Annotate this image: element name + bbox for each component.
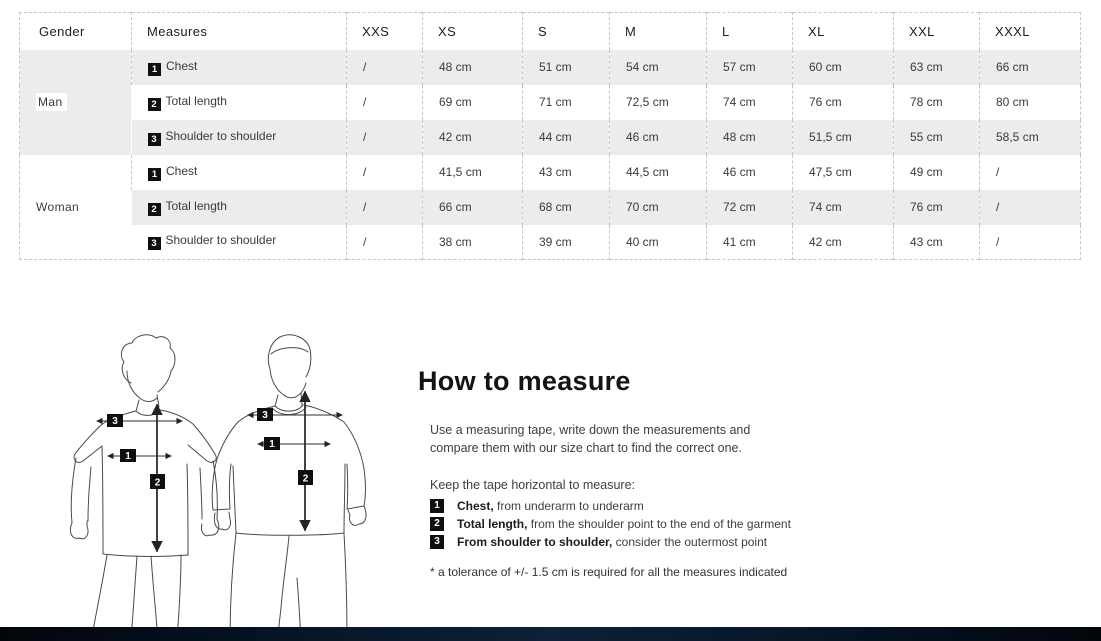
intro-text: Use a measuring tape, write down the measurements and compare them with our size chart to find the correct one. [430, 423, 751, 455]
value-cell: 48 cm [707, 120, 793, 155]
col-header-l: L [707, 13, 793, 50]
value-cell: 72,5 cm [610, 85, 707, 120]
step-3-badge: 3 [430, 535, 444, 549]
value-cell: / [980, 190, 1081, 225]
list-item [430, 535, 1078, 549]
measure-label: Chest [166, 58, 198, 73]
figure-badge-chest-num: 1 [269, 439, 275, 450]
value-cell: / [347, 190, 423, 225]
value-cell: 39 cm [523, 225, 610, 260]
value-cell: 54 cm [610, 50, 707, 85]
value-cell: / [347, 50, 423, 85]
figure-badge-chest-num: 1 [125, 451, 131, 462]
table-row [20, 190, 1081, 225]
measure-1-badge: 1 [148, 63, 161, 76]
measure-label: Shoulder to shoulder [165, 128, 277, 143]
value-cell: 44 cm [523, 120, 610, 155]
figure-sweatshirt [212, 335, 366, 641]
figure-badge-shoulder-num: 3 [262, 410, 268, 421]
value-cell: / [347, 225, 423, 260]
measure-cell [132, 225, 347, 260]
step-1-badge: 1 [430, 499, 444, 513]
step-text: from the shoulder point to the end of the garment [527, 517, 791, 531]
value-cell: 44,5 cm [610, 155, 707, 190]
value-cell: 78 cm [894, 85, 980, 120]
col-header-xxs: XXS [347, 13, 423, 50]
measurement-figures-illustration [60, 333, 390, 641]
value-cell: / [347, 120, 423, 155]
measure-2-badge: 2 [148, 203, 161, 216]
gender-cell-man: Man [20, 50, 132, 155]
table-row [20, 85, 1081, 120]
value-cell: 51 cm [523, 50, 610, 85]
value-cell: 42 cm [793, 225, 894, 260]
gender-cell-woman: Woman [20, 155, 132, 260]
measure-3-badge: 3 [148, 237, 161, 250]
table-row [20, 225, 1081, 260]
list-item [430, 517, 1078, 531]
value-cell: 47,5 cm [793, 155, 894, 190]
figure-badge-length-num: 2 [302, 473, 309, 485]
measure-2-badge: 2 [148, 98, 161, 111]
how-to-measure-title: How to measure [418, 366, 631, 396]
value-cell: 41 cm [707, 225, 793, 260]
value-cell: 68 cm [523, 190, 610, 225]
keep-tape-text: Keep the tape horizontal to measure: [430, 478, 635, 492]
col-header-xxl: XXL [894, 13, 980, 50]
measure-steps-list [430, 499, 1078, 549]
value-cell: 66 cm [980, 50, 1081, 85]
value-cell: 48 cm [423, 50, 523, 85]
value-cell: / [980, 225, 1081, 260]
value-cell: / [347, 155, 423, 190]
measure-cell [132, 50, 347, 85]
table-header-row [20, 13, 1081, 50]
step-text: from underarm to underarm [493, 499, 644, 513]
step-label: Chest, [457, 499, 494, 513]
size-chart-table [19, 12, 1081, 260]
value-cell: 74 cm [793, 190, 894, 225]
col-header-measures: Measures [132, 13, 347, 50]
step-label: Total length, [457, 517, 528, 531]
value-cell: 51,5 cm [793, 120, 894, 155]
table-row [20, 120, 1081, 155]
value-cell: 55 cm [894, 120, 980, 155]
value-cell: 63 cm [894, 50, 980, 85]
col-header-xl: XL [793, 13, 894, 50]
value-cell: 42 cm [423, 120, 523, 155]
tolerance-footnote: * a tolerance of +/- 1.5 cm is required for all the measures indicated [430, 565, 788, 579]
value-cell: 38 cm [423, 225, 523, 260]
value-cell: / [980, 155, 1081, 190]
value-cell: 60 cm [793, 50, 894, 85]
value-cell: 58,5 cm [980, 120, 1081, 155]
value-cell: 76 cm [894, 190, 980, 225]
value-cell: 70 cm [610, 190, 707, 225]
footer-bar [0, 627, 1101, 641]
value-cell: 49 cm [894, 155, 980, 190]
measure-cell [132, 155, 347, 190]
measure-label: Shoulder to shoulder [165, 233, 277, 248]
figure-badge-length-num: 2 [154, 477, 161, 489]
list-item [430, 499, 1078, 513]
col-header-xxxl: XXXL [980, 13, 1081, 50]
measure-3-badge: 3 [148, 133, 161, 146]
col-header-m: M [610, 13, 707, 50]
value-cell: 66 cm [423, 190, 523, 225]
measure-cell [132, 120, 347, 155]
col-header-xs: XS [423, 13, 523, 50]
value-cell: 43 cm [894, 225, 980, 260]
figure-badge-shoulder-num: 3 [112, 416, 118, 427]
step-label: From shoulder to shoulder, [457, 535, 613, 549]
measure-label: Total length [165, 93, 227, 108]
value-cell: / [347, 85, 423, 120]
table-row [20, 155, 1081, 190]
col-header-s: S [523, 13, 610, 50]
value-cell: 72 cm [707, 190, 793, 225]
value-cell: 43 cm [523, 155, 610, 190]
value-cell: 69 cm [423, 85, 523, 120]
measure-cell [132, 85, 347, 120]
measure-label: Chest [166, 163, 198, 178]
value-cell: 41,5 cm [423, 155, 523, 190]
figure-tshirt [70, 335, 218, 641]
value-cell: 46 cm [707, 155, 793, 190]
value-cell: 40 cm [610, 225, 707, 260]
value-cell: 46 cm [610, 120, 707, 155]
measure-cell [132, 190, 347, 225]
how-to-measure-section [418, 366, 1078, 579]
value-cell: 76 cm [793, 85, 894, 120]
measure-label: Total length [165, 198, 227, 213]
value-cell: 57 cm [707, 50, 793, 85]
value-cell: 74 cm [707, 85, 793, 120]
measure-1-badge: 1 [148, 168, 161, 181]
value-cell: 80 cm [980, 85, 1081, 120]
value-cell: 71 cm [523, 85, 610, 120]
step-2-badge: 2 [430, 517, 444, 531]
table-row [20, 50, 1081, 85]
col-header-gender: Gender [20, 13, 132, 50]
step-text: consider the outermost point [612, 535, 768, 549]
